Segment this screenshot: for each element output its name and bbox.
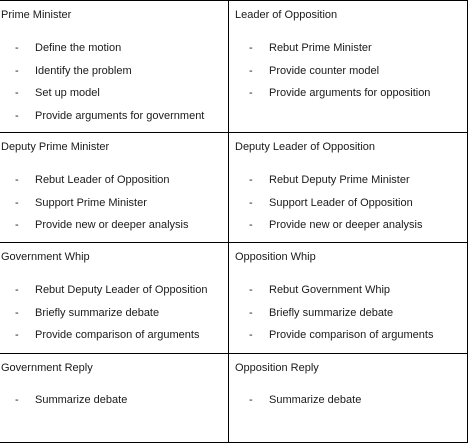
duty-text: Summarize debate <box>269 394 362 406</box>
role-cell-prime-minister <box>0 1 229 133</box>
duty-list <box>229 284 467 342</box>
bullet-dash: - <box>15 42 19 54</box>
bullet-dash: - <box>15 174 19 186</box>
duty-text: Support Leader of Opposition <box>269 196 413 209</box>
role-title: Opposition Reply <box>235 362 319 374</box>
bullet-dash: - <box>15 219 19 231</box>
duty-list <box>229 42 467 100</box>
duty-text: Provide comparison of arguments <box>269 329 434 341</box>
duty-text: Identify the problem <box>35 64 132 77</box>
bullet-dash: - <box>15 109 19 122</box>
list-item <box>0 219 228 232</box>
role-cell-opposition-reply <box>229 354 468 443</box>
role-title: Deputy Leader of Opposition <box>235 141 376 153</box>
list-item <box>229 284 467 297</box>
bullet-dash: - <box>15 329 19 341</box>
duty-text: Rebut Leader of Opposition <box>35 174 170 186</box>
bullet-dash: - <box>249 174 253 186</box>
role-title: Government Reply <box>1 362 93 374</box>
list-item <box>0 65 228 78</box>
bullet-dash: - <box>249 284 253 296</box>
list-item <box>229 42 467 55</box>
list-item <box>0 110 228 123</box>
bullet-dash: - <box>249 394 253 406</box>
duty-text: Summarize debate <box>35 394 128 406</box>
bullet-dash: - <box>15 87 19 99</box>
role-cell-government-reply <box>0 354 229 443</box>
list-item <box>0 284 228 297</box>
duty-list <box>229 394 467 407</box>
duty-list <box>0 42 228 123</box>
duty-text: Rebut Government Whip <box>269 284 391 296</box>
role-cell-deputy-leader-of-opposition <box>229 133 468 243</box>
list-item <box>229 87 467 100</box>
duty-text: Provide arguments for opposition <box>269 87 431 99</box>
duty-text: Briefly summarize debate <box>35 306 160 319</box>
list-item <box>0 87 228 100</box>
duty-text: Support Prime Minister <box>35 196 147 209</box>
role-cell-government-whip <box>0 243 229 354</box>
bullet-dash: - <box>15 284 19 296</box>
bullet-dash: - <box>15 306 19 319</box>
role-title: Opposition Whip <box>235 251 316 263</box>
duty-text: Provide counter model <box>269 64 380 77</box>
bullet-dash: - <box>249 42 253 54</box>
table-row <box>0 354 468 443</box>
role-title: Leader of Opposition <box>235 9 338 21</box>
duty-text: Define the motion <box>35 42 122 54</box>
list-item <box>0 174 228 187</box>
duty-list <box>0 394 228 407</box>
bullet-dash: - <box>249 219 253 231</box>
duty-text: Provide new or deeper analysis <box>269 219 423 231</box>
bullet-dash: - <box>249 196 253 209</box>
list-item <box>229 174 467 187</box>
duty-text: Rebut Deputy Leader of Opposition <box>35 284 208 296</box>
table-row <box>0 243 468 354</box>
list-item <box>0 197 228 210</box>
bullet-dash: - <box>249 64 253 77</box>
list-item <box>229 197 467 210</box>
role-title: Prime Minister <box>1 9 72 21</box>
role-title: Deputy Prime Minister <box>1 141 110 153</box>
duty-text: Provide arguments for government <box>35 109 205 122</box>
duty-text: Provide new or deeper analysis <box>35 219 189 231</box>
role-cell-opposition-whip <box>229 243 468 354</box>
bullet-dash: - <box>15 196 19 209</box>
list-item <box>0 42 228 55</box>
list-item <box>229 394 467 407</box>
table-row <box>0 133 468 243</box>
list-item <box>229 219 467 232</box>
list-item <box>0 394 228 407</box>
list-item <box>229 329 467 342</box>
duty-list <box>229 174 467 232</box>
duty-text: Provide comparison of arguments <box>35 329 200 341</box>
role-cell-leader-of-opposition <box>229 1 468 133</box>
table-row <box>0 1 468 133</box>
bullet-dash: - <box>15 64 19 77</box>
duty-text: Set up model <box>35 87 100 99</box>
role-cell-deputy-prime-minister <box>0 133 229 243</box>
bullet-dash: - <box>249 306 253 319</box>
bullet-dash: - <box>249 87 253 99</box>
duty-text: Briefly summarize debate <box>269 306 394 319</box>
duty-list <box>0 174 228 232</box>
list-item <box>229 65 467 78</box>
bullet-dash: - <box>15 394 19 406</box>
list-item <box>0 329 228 342</box>
duty-list <box>0 284 228 342</box>
role-title: Government Whip <box>1 251 90 263</box>
list-item <box>229 307 467 320</box>
duty-text: Rebut Deputy Prime Minister <box>269 174 410 186</box>
list-item <box>0 307 228 320</box>
duty-text: Rebut Prime Minister <box>269 42 372 54</box>
bullet-dash: - <box>249 329 253 341</box>
